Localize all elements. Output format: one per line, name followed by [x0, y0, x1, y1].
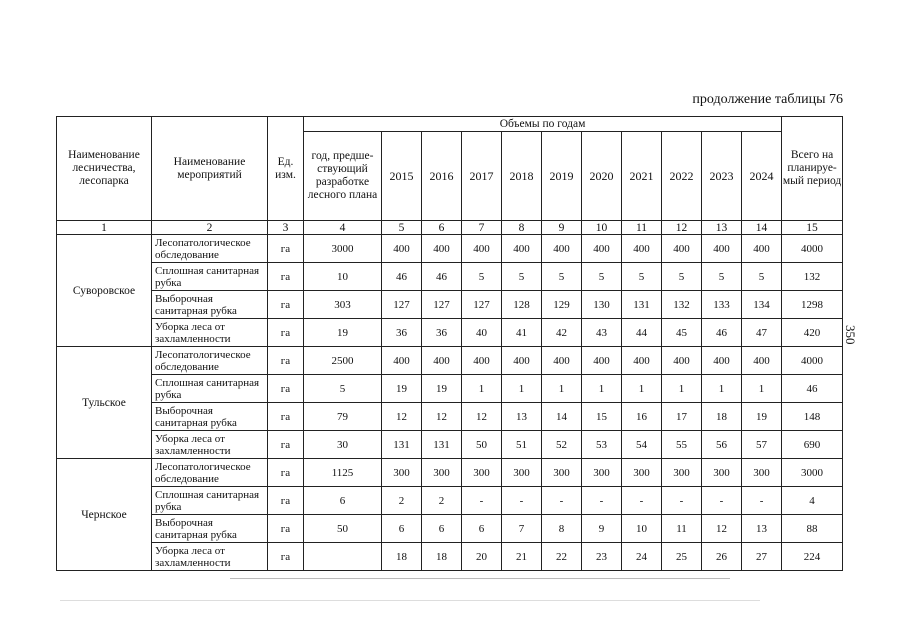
year-value: 400 [622, 347, 662, 375]
prev-year-value: 3000 [304, 235, 382, 263]
total-value: 3000 [782, 459, 843, 487]
year-value: 18 [702, 403, 742, 431]
prev-year-value: 19 [304, 319, 382, 347]
year-value: 6 [382, 515, 422, 543]
year-value: 41 [502, 319, 542, 347]
prev-year-value [304, 543, 382, 571]
unit-cell: га [268, 319, 304, 347]
year-value: - [702, 487, 742, 515]
year-value: 19 [382, 375, 422, 403]
year-value: 300 [662, 459, 702, 487]
column-number: 4 [304, 221, 382, 235]
year-value: 129 [542, 291, 582, 319]
year-value: 13 [502, 403, 542, 431]
header-year: 2017 [462, 132, 502, 221]
scan-artifact [230, 578, 730, 579]
header-year: 2021 [622, 132, 662, 221]
year-value: 400 [422, 235, 462, 263]
year-value: - [742, 487, 782, 515]
unit-cell: га [268, 263, 304, 291]
year-value: 45 [662, 319, 702, 347]
column-number: 13 [702, 221, 742, 235]
year-value: 12 [462, 403, 502, 431]
year-value: 17 [662, 403, 702, 431]
prev-year-value: 6 [304, 487, 382, 515]
total-value: 4000 [782, 235, 843, 263]
year-value: 400 [542, 347, 582, 375]
total-value: 420 [782, 319, 843, 347]
year-value: 12 [702, 515, 742, 543]
table-caption: продолжение таблицы 76 [692, 92, 843, 107]
measure-name: Уборка леса от захламленности [152, 431, 268, 459]
year-value: - [662, 487, 702, 515]
year-value: - [542, 487, 582, 515]
year-value: 21 [502, 543, 542, 571]
forestry-name: Чернское [57, 459, 152, 571]
table-row [57, 347, 843, 375]
year-value: 400 [582, 347, 622, 375]
total-value: 1298 [782, 291, 843, 319]
column-number: 7 [462, 221, 502, 235]
unit-cell: га [268, 347, 304, 375]
measure-name: Уборка леса от захламленности [152, 543, 268, 571]
year-value: 1 [622, 375, 662, 403]
year-value: 14 [542, 403, 582, 431]
year-value: 5 [542, 263, 582, 291]
year-value: 1 [542, 375, 582, 403]
year-value: 131 [422, 431, 462, 459]
year-value: 18 [422, 543, 462, 571]
column-number: 11 [622, 221, 662, 235]
column-number: 9 [542, 221, 582, 235]
year-value: 46 [702, 319, 742, 347]
year-value: 1 [742, 375, 782, 403]
column-number: 14 [742, 221, 782, 235]
year-value: 36 [382, 319, 422, 347]
year-value: 400 [622, 235, 662, 263]
year-value: 19 [742, 403, 782, 431]
header-years-group: Объемы по годам [304, 117, 782, 132]
year-value: 16 [622, 403, 662, 431]
year-value: 46 [382, 263, 422, 291]
unit-cell: га [268, 543, 304, 571]
column-number: 2 [152, 221, 268, 235]
year-value: 40 [462, 319, 502, 347]
year-value: 5 [662, 263, 702, 291]
year-value: 15 [582, 403, 622, 431]
measure-name: Лесопатологическое обследование [152, 347, 268, 375]
year-value: 23 [582, 543, 622, 571]
prev-year-value: 2500 [304, 347, 382, 375]
year-value: 1 [702, 375, 742, 403]
year-value: 400 [742, 347, 782, 375]
year-value: 5 [702, 263, 742, 291]
year-value: 5 [502, 263, 542, 291]
year-value: 1 [462, 375, 502, 403]
year-value: 134 [742, 291, 782, 319]
year-value: 11 [662, 515, 702, 543]
header-year: 2015 [382, 132, 422, 221]
year-value: 42 [542, 319, 582, 347]
year-value: 27 [742, 543, 782, 571]
year-value: 128 [502, 291, 542, 319]
year-value: 5 [462, 263, 502, 291]
year-value: 400 [502, 347, 542, 375]
header-year: 2024 [742, 132, 782, 221]
year-value: 12 [382, 403, 422, 431]
table-row [57, 263, 843, 291]
year-value: 300 [582, 459, 622, 487]
total-value: 148 [782, 403, 843, 431]
header-forestry: Наименование лесничества, лесопарка [57, 117, 152, 221]
year-value: 18 [382, 543, 422, 571]
year-value: 400 [742, 235, 782, 263]
year-value: 7 [502, 515, 542, 543]
year-value: 36 [422, 319, 462, 347]
year-value: 53 [582, 431, 622, 459]
year-value: - [622, 487, 662, 515]
unit-cell: га [268, 291, 304, 319]
column-number: 5 [382, 221, 422, 235]
table-row [57, 515, 843, 543]
total-value: 4000 [782, 347, 843, 375]
year-value: 300 [542, 459, 582, 487]
year-value: 52 [542, 431, 582, 459]
year-value: 127 [422, 291, 462, 319]
year-value: 2 [422, 487, 462, 515]
year-value: 400 [382, 347, 422, 375]
header-year: 2019 [542, 132, 582, 221]
year-value: 400 [462, 347, 502, 375]
year-value: - [502, 487, 542, 515]
year-value: 9 [582, 515, 622, 543]
year-value: 55 [662, 431, 702, 459]
column-number: 3 [268, 221, 304, 235]
year-value: 131 [382, 431, 422, 459]
year-value: 300 [462, 459, 502, 487]
year-value: 127 [462, 291, 502, 319]
year-value: 51 [502, 431, 542, 459]
year-value: - [582, 487, 622, 515]
year-value: 300 [742, 459, 782, 487]
unit-cell: га [268, 375, 304, 403]
table-row [57, 487, 843, 515]
year-value: 46 [422, 263, 462, 291]
year-value: 43 [582, 319, 622, 347]
scan-artifact [60, 600, 760, 601]
measure-name: Сплошная санитарная рубка [152, 263, 268, 291]
column-number: 15 [782, 221, 843, 235]
year-value: 133 [702, 291, 742, 319]
year-value: 300 [622, 459, 662, 487]
year-value: 50 [462, 431, 502, 459]
header-total: Всего на планируе-мый период [782, 117, 843, 221]
year-value: 5 [582, 263, 622, 291]
prev-year-value: 79 [304, 403, 382, 431]
measure-name: Выборочная санитарная рубка [152, 515, 268, 543]
measure-name: Выборочная санитарная рубка [152, 403, 268, 431]
unit-cell: га [268, 459, 304, 487]
total-value: 46 [782, 375, 843, 403]
year-value: 132 [662, 291, 702, 319]
prev-year-value: 5 [304, 375, 382, 403]
total-value: 4 [782, 487, 843, 515]
total-value: 690 [782, 431, 843, 459]
table-row [57, 403, 843, 431]
measure-name: Лесопатологическое обследование [152, 235, 268, 263]
year-value: 5 [622, 263, 662, 291]
unit-cell: га [268, 403, 304, 431]
year-value: 13 [742, 515, 782, 543]
year-value: 300 [422, 459, 462, 487]
total-value: 88 [782, 515, 843, 543]
year-value: 400 [382, 235, 422, 263]
header-unit: Ед. изм. [268, 117, 304, 221]
year-value: 1 [662, 375, 702, 403]
table-row [57, 291, 843, 319]
year-value: 400 [702, 347, 742, 375]
year-value: 12 [422, 403, 462, 431]
table-row [57, 543, 843, 571]
year-value: 400 [502, 235, 542, 263]
measure-name: Уборка леса от захламленности [152, 319, 268, 347]
prev-year-value: 50 [304, 515, 382, 543]
year-value: 400 [582, 235, 622, 263]
forestry-name: Суворовское [57, 235, 152, 347]
table-row [57, 459, 843, 487]
year-value: 25 [662, 543, 702, 571]
header-year: 2023 [702, 132, 742, 221]
table-row [57, 319, 843, 347]
page-number: 350 [843, 325, 858, 345]
year-value: 47 [742, 319, 782, 347]
year-value: 300 [382, 459, 422, 487]
year-value: 400 [542, 235, 582, 263]
header-prev-year: год, предше-ствующий разработке лесного плана [304, 132, 382, 221]
year-value: 8 [542, 515, 582, 543]
year-value: 127 [382, 291, 422, 319]
column-number: 8 [502, 221, 542, 235]
total-value: 224 [782, 543, 843, 571]
header-year: 2016 [422, 132, 462, 221]
year-value: 19 [422, 375, 462, 403]
measure-name: Лесопатологическое обследование [152, 459, 268, 487]
unit-cell: га [268, 235, 304, 263]
year-value: 400 [422, 347, 462, 375]
year-value: 6 [462, 515, 502, 543]
header-year: 2018 [502, 132, 542, 221]
year-value: 22 [542, 543, 582, 571]
header-year: 2020 [582, 132, 622, 221]
table-row [57, 375, 843, 403]
year-value: 400 [662, 347, 702, 375]
year-value: 44 [622, 319, 662, 347]
prev-year-value: 303 [304, 291, 382, 319]
year-value: 6 [422, 515, 462, 543]
column-number: 1 [57, 221, 152, 235]
year-value: - [462, 487, 502, 515]
prev-year-value: 30 [304, 431, 382, 459]
year-value: 56 [702, 431, 742, 459]
forestry-volumes-table [56, 116, 843, 571]
unit-cell: га [268, 487, 304, 515]
unit-cell: га [268, 515, 304, 543]
year-value: 24 [622, 543, 662, 571]
year-value: 130 [582, 291, 622, 319]
year-value: 5 [742, 263, 782, 291]
column-number: 12 [662, 221, 702, 235]
year-value: 26 [702, 543, 742, 571]
year-value: 400 [662, 235, 702, 263]
measure-name: Сплошная санитарная рубка [152, 487, 268, 515]
year-value: 1 [582, 375, 622, 403]
year-value: 54 [622, 431, 662, 459]
forestry-name: Тульское [57, 347, 152, 459]
year-value: 57 [742, 431, 782, 459]
year-value: 1 [502, 375, 542, 403]
total-value: 132 [782, 263, 843, 291]
prev-year-value: 10 [304, 263, 382, 291]
unit-cell: га [268, 431, 304, 459]
year-value: 20 [462, 543, 502, 571]
table-row [57, 235, 843, 263]
year-value: 400 [702, 235, 742, 263]
year-value: 300 [502, 459, 542, 487]
header-year: 2022 [662, 132, 702, 221]
prev-year-value: 1125 [304, 459, 382, 487]
table-row [57, 431, 843, 459]
header-measure: Наименование мероприятий [152, 117, 268, 221]
year-value: 10 [622, 515, 662, 543]
measure-name: Выборочная санитарная рубка [152, 291, 268, 319]
year-value: 300 [702, 459, 742, 487]
measure-name: Сплошная санитарная рубка [152, 375, 268, 403]
year-value: 2 [382, 487, 422, 515]
column-number: 10 [582, 221, 622, 235]
column-number: 6 [422, 221, 462, 235]
year-value: 400 [462, 235, 502, 263]
year-value: 131 [622, 291, 662, 319]
